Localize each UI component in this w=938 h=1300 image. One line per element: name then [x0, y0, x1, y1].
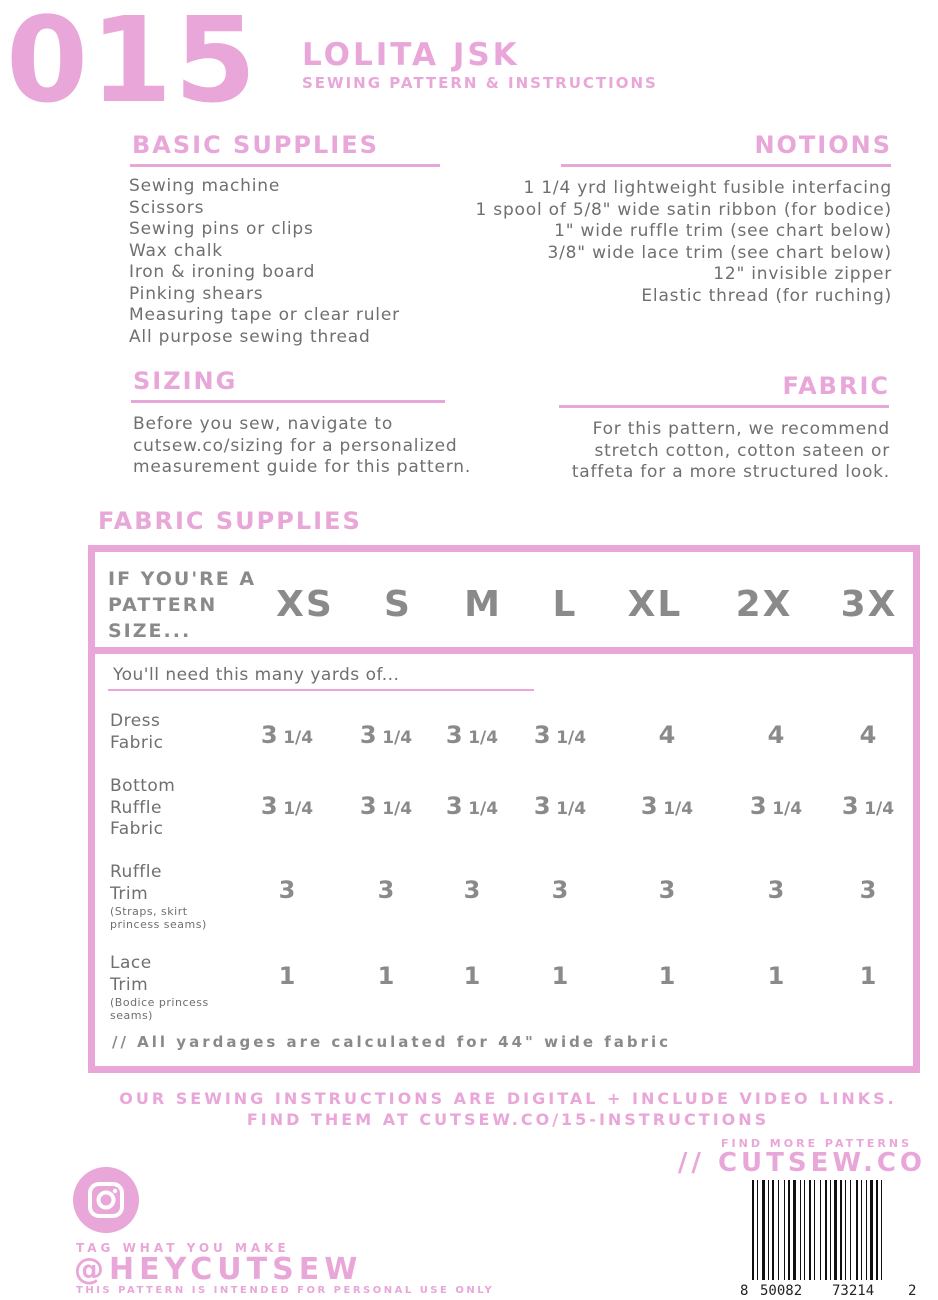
yardage-cell: 3 1/4: [749, 792, 803, 820]
barcode-bar: [845, 1180, 846, 1280]
size-2x: 2X: [735, 584, 793, 625]
yardage-cell: 3 1/4: [260, 792, 314, 820]
barcode-bar: [762, 1180, 765, 1280]
basic-supplies-rule: [130, 164, 440, 167]
instructions-line-1: OUR SEWING INSTRUCTIONS ARE DIGITAL + INCLUDE VIDEO LINKS.: [119, 1089, 897, 1108]
barcode-bar: [866, 1180, 867, 1280]
size-header-label: IF YOU'RE A PATTERN SIZE...: [108, 568, 257, 642]
yardage-cell: 3: [551, 876, 569, 904]
barcode-bar: [809, 1180, 811, 1280]
barcode-bar: [772, 1180, 774, 1280]
yardage-cell: 3 1/4: [359, 792, 413, 820]
barcode-bar: [861, 1180, 862, 1280]
yardage-cell: 3 1/4: [445, 792, 499, 820]
list-item: Sewing machine: [129, 176, 281, 196]
barcode-bar: [870, 1180, 873, 1280]
barcode: [740, 1180, 920, 1285]
barcode-bar: [825, 1180, 827, 1280]
yardage-cell: 1: [377, 962, 395, 990]
list-item: Scissors: [129, 197, 205, 218]
yardage-cell: 3: [859, 876, 877, 904]
list-item: Elastic thread (for ruching): [641, 285, 892, 306]
yards-intro-rule: [108, 689, 534, 691]
sizing-text: Before you sew, navigate to cutsew.co/sizing for a personalized measurement guide for this pattern.: [133, 414, 472, 477]
cutsew-site-link[interactable]: // CUTSEW.CO: [677, 1148, 926, 1178]
list-item: Measuring tape or clear ruler: [129, 305, 400, 325]
yardage-cell: 3: [658, 876, 676, 904]
fabric-rule: [559, 405, 889, 408]
list-item: Wax chalk: [129, 240, 223, 261]
notions-rule: [561, 164, 891, 167]
pattern-subtitle: SEWING PATTERN & INSTRUCTIONS: [302, 74, 658, 92]
pattern-number: 015: [6, 0, 259, 129]
table-divider: [88, 647, 920, 654]
yardage-cell: 3: [767, 876, 785, 904]
barcode-bar: [876, 1180, 878, 1280]
barcode-bar: [881, 1180, 882, 1280]
yardage-cell: 3 1/4: [533, 792, 587, 820]
yardage-cell: 4: [767, 721, 785, 749]
barcode-bar: [752, 1180, 754, 1280]
yardage-cell: 1: [658, 962, 676, 990]
find-more-patterns: FIND MORE PATTERNS: [721, 1137, 912, 1150]
barcode-bar: [830, 1180, 831, 1280]
yardage-cell: 3: [463, 876, 481, 904]
yardage-cell: 3 1/4: [533, 721, 587, 749]
barcode-bar: [840, 1180, 842, 1280]
barcode-bar: [820, 1180, 821, 1280]
size-l: L: [552, 584, 578, 625]
row-label-ruffle-trim: Ruffle Trim (Straps, skirt princess seams): [110, 862, 207, 931]
yardage-cell: 4: [859, 721, 877, 749]
barcode-bar: [814, 1180, 815, 1280]
list-item: All purpose sewing thread: [129, 326, 371, 347]
size-3x: 3X: [840, 584, 898, 625]
barcode-bar: [804, 1180, 805, 1280]
sizing-heading: SIZING: [133, 367, 238, 395]
size-s: S: [384, 584, 412, 625]
list-item: 1 1/4 yrd lightweight fusible interfacing: [523, 178, 892, 198]
yards-intro: You'll need this many yards of...: [113, 665, 400, 685]
list-item: 1" wide ruffle trim (see chart below): [554, 221, 892, 241]
instagram-handle[interactable]: @HEYCUTSEW: [74, 1252, 363, 1287]
barcode-bar: [800, 1180, 801, 1280]
yardage-cell: 1: [767, 962, 785, 990]
row-label-bottom-ruffle: Bottom Ruffle Fabric: [110, 776, 176, 839]
barcode-bar: [793, 1180, 796, 1280]
barcode-bar: [784, 1180, 785, 1280]
barcode-bar: [850, 1180, 851, 1280]
yardage-cell: 4: [658, 721, 676, 749]
row-label-lace-trim: Lace Trim (Bodice princess seams): [110, 953, 209, 1022]
fabric-heading: FABRIC: [782, 372, 890, 400]
yardage-cell: 3 1/4: [640, 792, 694, 820]
list-item: 3/8" wide lace trim (see chart below): [547, 242, 892, 263]
size-xs: XS: [276, 584, 334, 625]
yardage-cell: 3 1/4: [260, 721, 314, 749]
sizing-rule: [131, 400, 445, 403]
fabric-supplies-heading: FABRIC SUPPLIES: [98, 507, 362, 535]
list-item: 12" invisible zipper: [713, 264, 892, 284]
yardage-cell: 1: [859, 962, 877, 990]
fabric-text: For this pattern, we recommend stretch cotton, cotton sateen or taffeta for a more structured look.: [571, 419, 890, 482]
personal-use-notice: THIS PATTERN IS INTENDED FOR PERSONAL USE ONLY: [76, 1285, 495, 1296]
yardage-cell: 3 1/4: [445, 721, 499, 749]
instagram-icon[interactable]: [73, 1167, 139, 1233]
yardage-cell: 1: [463, 962, 481, 990]
yardage-cell: 3 1/4: [841, 792, 895, 820]
yardage-footnote: // All yardages are calculated for 44" wide fabric: [112, 1033, 672, 1051]
yardage-cell: 1: [278, 962, 296, 990]
size-m: M: [464, 584, 502, 625]
barcode-bar: [788, 1180, 790, 1280]
list-item: Sewing pins or clips: [129, 219, 314, 239]
yardage-cell: 3: [377, 876, 395, 904]
barcode-bar: [757, 1180, 758, 1280]
yardage-cell: 3 1/4: [359, 721, 413, 749]
basic-supplies-heading: BASIC SUPPLIES: [132, 131, 379, 159]
tag-what-you-make: TAG WHAT YOU MAKE: [76, 1241, 290, 1255]
barcode-bar: [834, 1180, 837, 1280]
list-item: 1 spool of 5/8" wide satin ribbon (for bodice): [475, 199, 892, 220]
yardage-cell: 3: [278, 876, 296, 904]
barcode-bar: [778, 1180, 779, 1280]
barcode-bar: [856, 1180, 858, 1280]
notions-heading: NOTIONS: [754, 131, 892, 159]
pattern-title: LOLITA JSK: [302, 37, 520, 73]
list-item: Iron & ironing board: [129, 262, 316, 282]
notions-list: [475, 178, 892, 307]
yardage-cell: 1: [551, 962, 569, 990]
barcode-bar: [768, 1180, 769, 1280]
size-xl: XL: [627, 584, 683, 625]
row-label-dress-fabric: Dress Fabric: [110, 711, 164, 753]
instructions-line-2: FIND THEM AT CUTSEW.CO/15-INSTRUCTIONS: [246, 1110, 770, 1129]
basic-supplies-list: [129, 176, 400, 348]
list-item: Pinking shears: [129, 283, 264, 304]
